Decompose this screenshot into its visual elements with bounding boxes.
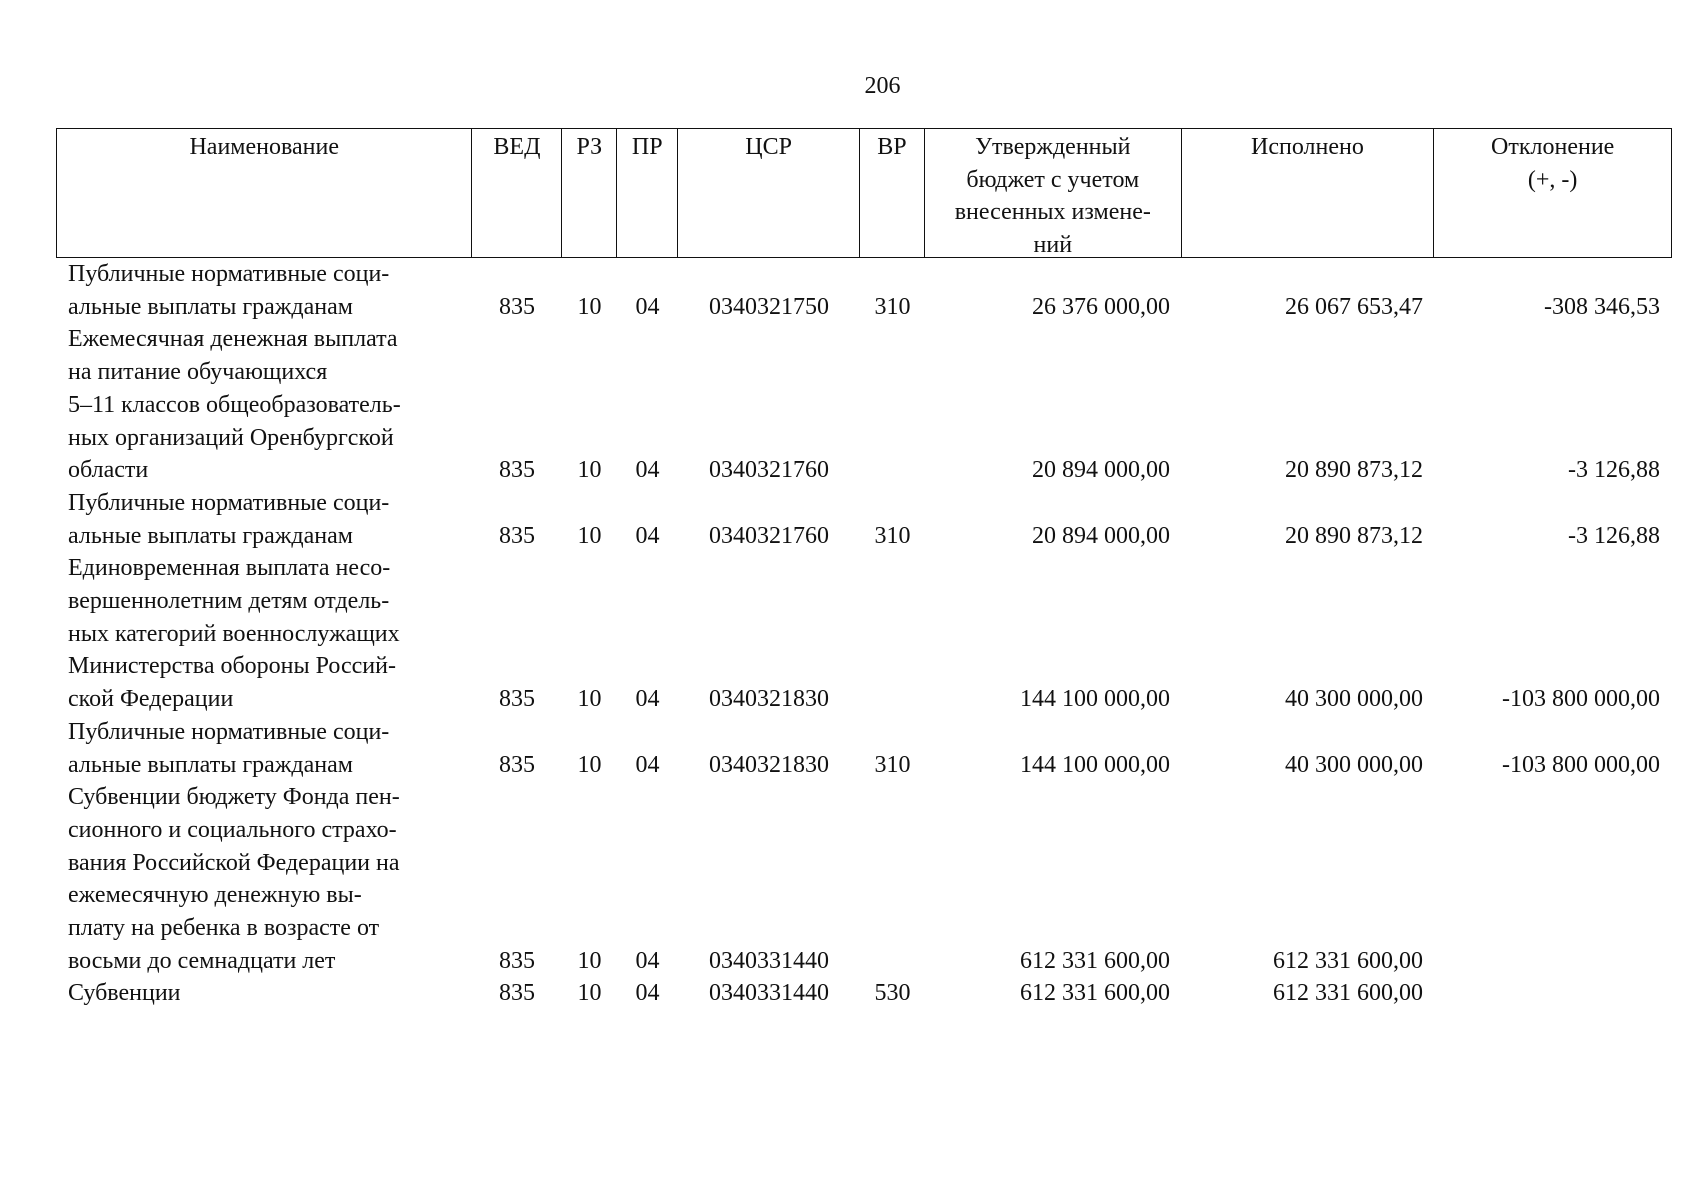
cell-name-line: вершеннолетним детям отдель- <box>68 588 390 615</box>
cell-ved: 835 <box>499 751 535 778</box>
cell-name <box>56 552 472 716</box>
cell-name-line: Субвенции бюджету Фонда пен- <box>68 784 400 811</box>
table-row <box>56 977 1672 1010</box>
header-budget-line: ний <box>1033 231 1073 258</box>
header-budget-line: бюджет с учетом <box>966 166 1140 193</box>
cell-deviation: -3 126,88 <box>1568 522 1660 549</box>
cell-done: 20 890 873,12 <box>1285 522 1423 549</box>
cell-pr: 04 <box>635 293 660 320</box>
cell-done: 20 890 873,12 <box>1285 457 1423 484</box>
header-budget <box>925 129 1182 257</box>
cell-name <box>56 323 472 487</box>
cell-pr: 04 <box>635 522 660 549</box>
cell-budget: 20 894 000,00 <box>1032 457 1170 484</box>
cell-deviation: -103 800 000,00 <box>1502 686 1660 713</box>
cell-name <box>56 716 472 781</box>
cell-name-line: восьми до семнадцати лет <box>68 947 336 974</box>
cell-budget: 612 331 600,00 <box>1020 947 1170 974</box>
cell-ved: 835 <box>499 980 535 1007</box>
cell-deviation: -3 126,88 <box>1568 457 1660 484</box>
cell-rz: 10 <box>577 522 602 549</box>
table-row <box>56 258 1672 323</box>
cell-csr: 0340321750 <box>709 293 829 320</box>
cell-budget: 144 100 000,00 <box>1020 686 1170 713</box>
header-ved: ВЕД <box>472 129 562 257</box>
cell-name-line: Публичные нормативные соци- <box>68 718 390 745</box>
cell-csr: 0340321830 <box>709 686 829 713</box>
cell-deviation: -103 800 000,00 <box>1502 751 1660 778</box>
cell-vr: 310 <box>874 751 911 778</box>
cell-csr: 0340321760 <box>709 522 829 549</box>
cell-name-line: ных организаций Оренбургской <box>68 424 394 451</box>
cell-rz: 10 <box>577 980 602 1007</box>
cell-name-line: вания Российской Федерации на <box>68 849 400 876</box>
table-row <box>56 716 1672 781</box>
cell-ved: 835 <box>499 947 535 974</box>
cell-rz: 10 <box>577 751 602 778</box>
cell-deviation: -308 346,53 <box>1544 293 1660 320</box>
cell-name-line: Публичные нормативные соци- <box>68 261 390 287</box>
cell-name-line: области <box>68 457 149 484</box>
cell-ved: 835 <box>499 522 535 549</box>
header-rz: РЗ <box>562 129 617 257</box>
header-deviation <box>1434 129 1671 257</box>
cell-ved: 835 <box>499 686 535 713</box>
header-done: Исполнено <box>1182 129 1435 257</box>
cell-pr: 04 <box>635 980 660 1007</box>
cell-name-line: Публичные нормативные соци- <box>68 489 390 516</box>
header-name: Наименование <box>57 129 472 257</box>
cell-name <box>56 781 472 977</box>
cell-name <box>56 258 472 323</box>
cell-pr: 04 <box>635 457 660 484</box>
cell-name-line: ской Федерации <box>68 686 234 713</box>
table-row <box>56 781 1672 977</box>
cell-budget: 612 331 600,00 <box>1020 980 1170 1007</box>
cell-csr: 0340331440 <box>709 947 829 974</box>
cell-name-line: Министерства обороны Россий- <box>68 653 396 680</box>
cell-name-line: ежемесячную денежную вы- <box>68 882 362 909</box>
cell-budget: 144 100 000,00 <box>1020 751 1170 778</box>
cell-name-line: ных категорий военнослужащих <box>68 620 400 647</box>
header-budget-line: Утвержденный <box>975 134 1131 160</box>
cell-ved: 835 <box>499 457 535 484</box>
cell-vr: 530 <box>874 980 911 1007</box>
cell-budget: 20 894 000,00 <box>1032 522 1170 549</box>
cell-csr: 0340321830 <box>709 751 829 778</box>
cell-name-line: 5–11 классов общеобразователь- <box>68 391 401 418</box>
page-number: 206 <box>864 73 901 99</box>
table-body <box>56 258 1672 1010</box>
header-deviation-line: Отклонение <box>1491 134 1615 160</box>
cell-name-line: Субвенции <box>68 980 181 1007</box>
cell-rz: 10 <box>577 457 602 484</box>
table-row <box>56 552 1672 716</box>
cell-name-line: альные выплаты гражданам <box>68 293 353 320</box>
cell-pr: 04 <box>635 947 660 974</box>
cell-budget: 26 376 000,00 <box>1032 293 1170 320</box>
cell-csr: 0340321760 <box>709 457 829 484</box>
cell-name-line: Ежемесячная денежная выплата <box>68 326 398 353</box>
table-header <box>56 128 1672 258</box>
cell-vr: 310 <box>874 522 911 549</box>
header-pr: ПР <box>617 129 678 257</box>
cell-name-line: Единовременная выплата несо- <box>68 555 391 582</box>
header-deviation-line: (+, -) <box>1527 166 1578 193</box>
cell-name <box>56 487 472 552</box>
cell-pr: 04 <box>635 751 660 778</box>
header-budget-line: внесенных измене- <box>954 199 1151 225</box>
cell-name-line: плату на ребенка в возрасте от <box>68 915 380 942</box>
cell-ved: 835 <box>499 293 535 320</box>
cell-done: 40 300 000,00 <box>1285 686 1423 713</box>
cell-csr: 0340331440 <box>709 980 829 1007</box>
cell-done: 612 331 600,00 <box>1273 947 1423 974</box>
cell-name <box>56 977 472 1010</box>
header-vr: ВР <box>860 129 925 257</box>
cell-rz: 10 <box>577 293 602 320</box>
table-row <box>56 487 1672 552</box>
table-row <box>56 323 1672 487</box>
cell-name-line: сионного и социального страхо- <box>68 816 397 843</box>
cell-vr: 310 <box>874 293 911 320</box>
cell-done: 26 067 653,47 <box>1285 293 1423 320</box>
cell-done: 612 331 600,00 <box>1273 980 1423 1007</box>
cell-rz: 10 <box>577 947 602 974</box>
cell-name-line: альные выплаты гражданам <box>68 751 353 778</box>
cell-name-line: альные выплаты гражданам <box>68 522 353 549</box>
cell-pr: 04 <box>635 686 660 713</box>
cell-rz: 10 <box>577 686 602 713</box>
cell-done: 40 300 000,00 <box>1285 751 1423 778</box>
cell-name-line: на питание обучающихся <box>68 359 328 386</box>
header-csr: ЦСР <box>678 129 860 257</box>
